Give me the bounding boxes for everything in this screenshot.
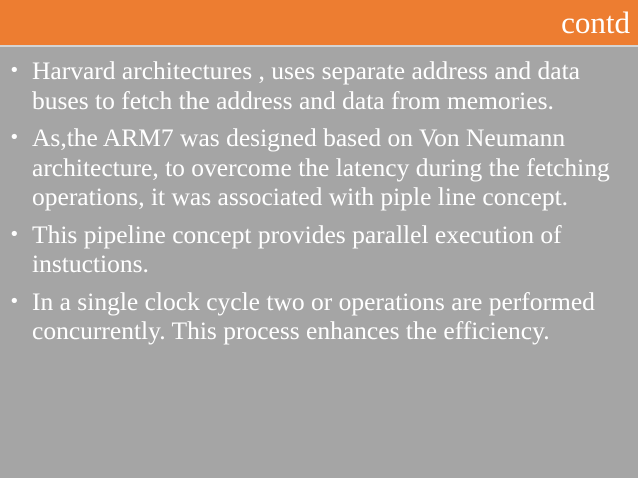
bullet-list xyxy=(0,56,632,354)
bullet-item xyxy=(0,287,632,346)
bullet-text: Harvard architectures , uses separate address and data buses to fetch the address and data from memories. xyxy=(32,56,580,115)
bullet-icon: • xyxy=(9,290,20,312)
slide-title: contd xyxy=(561,5,630,40)
bullet-icon: • xyxy=(9,60,20,81)
bullet-text: In a single clock cycle two or operations are performed concurrently. This process enhances the efficiency. xyxy=(32,286,595,345)
bullet-text: This pipeline concept provides parallel execution of instuctions. xyxy=(32,219,562,278)
bullet-text: As,the ARM7 was designed based on Von Neumann architecture, to overcome the latency during the fetching operations, it was associated with piple line concept. xyxy=(32,123,610,211)
bullet-icon: • xyxy=(9,127,20,148)
bullet-item xyxy=(0,56,632,115)
title-bar xyxy=(0,0,638,47)
bullet-icon: • xyxy=(9,223,20,245)
bullet-item xyxy=(0,123,632,212)
bullet-item xyxy=(0,220,632,279)
